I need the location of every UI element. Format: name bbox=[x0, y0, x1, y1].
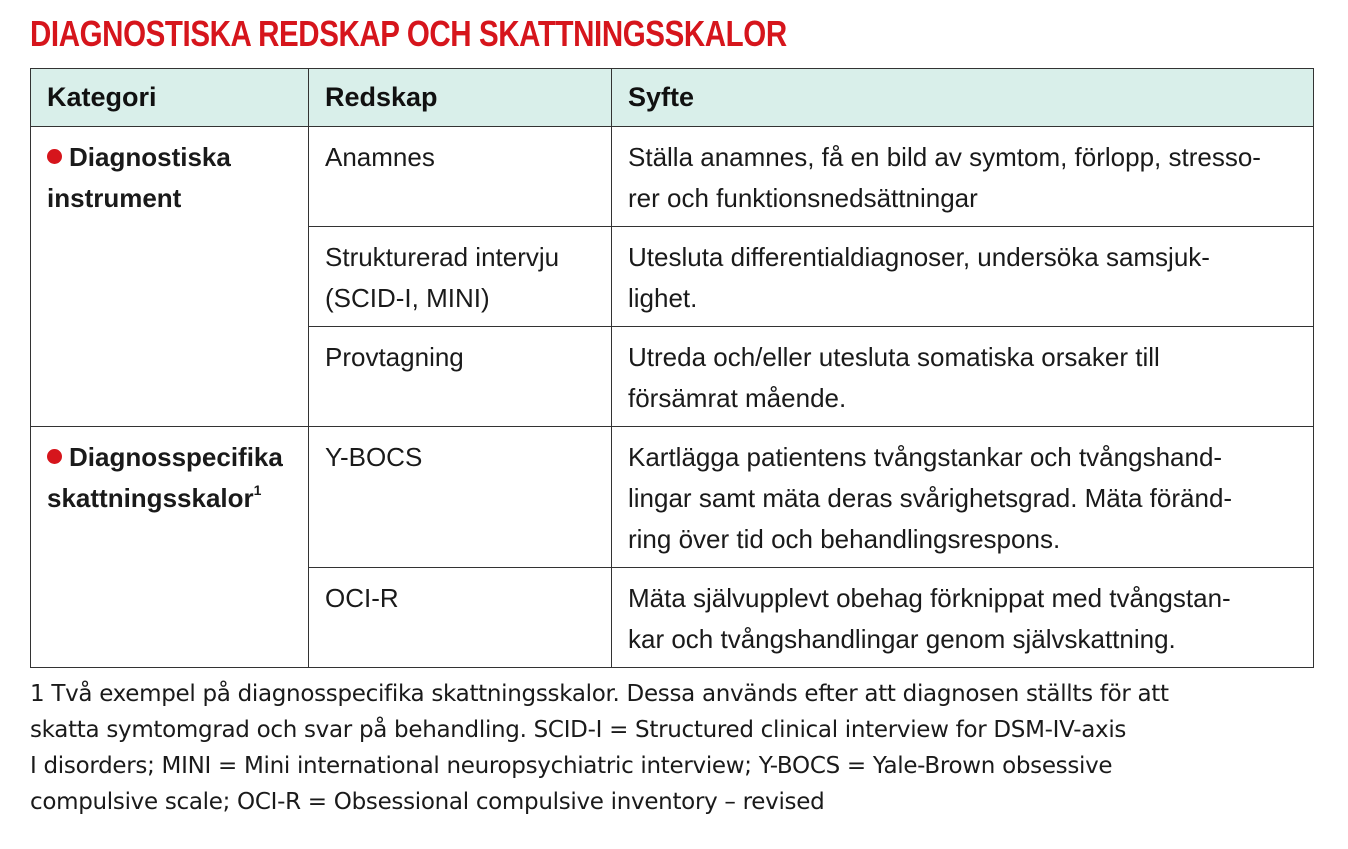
category-label-line2: instrument bbox=[47, 183, 182, 213]
purpose-line: lighet. bbox=[628, 283, 698, 313]
category-label-line1: Diagnostiska bbox=[69, 142, 231, 172]
purpose-line: rer och funktionsnedsättningar bbox=[628, 183, 978, 213]
footnote-line: skatta symtomgrad och svar på behandling. SCID-I = Structured clinical interview for DSM-IV-axis bbox=[30, 717, 1127, 743]
category-cell-rating-scales bbox=[31, 427, 309, 668]
footnote bbox=[30, 676, 1320, 820]
category-cell-diagnostic-instruments bbox=[31, 127, 309, 427]
purpose-line: Mäta självupplevt obehag förknippat med tvångstan- bbox=[628, 583, 1231, 613]
header-redskap: Redskap bbox=[309, 69, 612, 127]
tool-cell: Provtagning bbox=[309, 327, 612, 427]
purpose-line: Utesluta differentialdiagnoser, undersöka samsjuk- bbox=[628, 242, 1210, 272]
table-row bbox=[31, 427, 1314, 568]
purpose-line: Kartlägga patientens tvångstankar och tvångshand- bbox=[628, 442, 1223, 472]
tool-cell: Y-BOCS bbox=[309, 427, 612, 568]
tools-table bbox=[30, 68, 1314, 668]
purpose-line: lingar samt mäta deras svårighetsgrad. Mäta föränd- bbox=[628, 483, 1233, 513]
purpose-cell bbox=[612, 127, 1314, 227]
table-header-row bbox=[31, 69, 1314, 127]
tool-line: Strukturerad intervju bbox=[325, 242, 560, 272]
category-label-line1: Diagnosspecifika bbox=[69, 442, 283, 472]
footnote-marker: 1 bbox=[253, 482, 262, 498]
purpose-cell bbox=[612, 327, 1314, 427]
category-label-line2: skattningsskalor bbox=[47, 483, 254, 513]
purpose-line: ring över tid och behandlingsrespons. bbox=[628, 524, 1061, 554]
page-title: DIAGNOSTISKA REDSKAP OCH SKATTNINGSSKALOR bbox=[30, 13, 787, 54]
purpose-line: kar och tvångshandlingar genom självskattning. bbox=[628, 624, 1176, 654]
red-bullet-icon bbox=[47, 449, 62, 464]
purpose-cell bbox=[612, 227, 1314, 327]
tool-cell bbox=[309, 227, 612, 327]
purpose-line: Ställa anamnes, få en bild av symtom, förlopp, stresso- bbox=[628, 142, 1261, 172]
tool-cell: Anamnes bbox=[309, 127, 612, 227]
footnote-line: I disorders; MINI = Mini international neuropsychiatric interview; Y-BOCS = Yale-Brown obsessive bbox=[30, 753, 1113, 779]
purpose-line: Utreda och/eller utesluta somatiska orsaker till bbox=[628, 342, 1160, 372]
red-bullet-icon bbox=[47, 149, 62, 164]
purpose-cell bbox=[612, 568, 1314, 668]
header-kategori: Kategori bbox=[31, 69, 309, 127]
footnote-line: compulsive scale; OCI-R = Obsessional compulsive inventory – revised bbox=[30, 789, 825, 815]
header-syfte: Syfte bbox=[612, 69, 1314, 127]
purpose-cell bbox=[612, 427, 1314, 568]
purpose-line: försämrat mående. bbox=[628, 383, 847, 413]
tool-line: (SCID-I, MINI) bbox=[325, 283, 490, 313]
tool-cell: OCI-R bbox=[309, 568, 612, 668]
footnote-line: 1 Två exempel på diagnosspecifika skattningsskalor. Dessa används efter att diagnosen ställts för att bbox=[30, 681, 1169, 707]
table-row bbox=[31, 127, 1314, 227]
